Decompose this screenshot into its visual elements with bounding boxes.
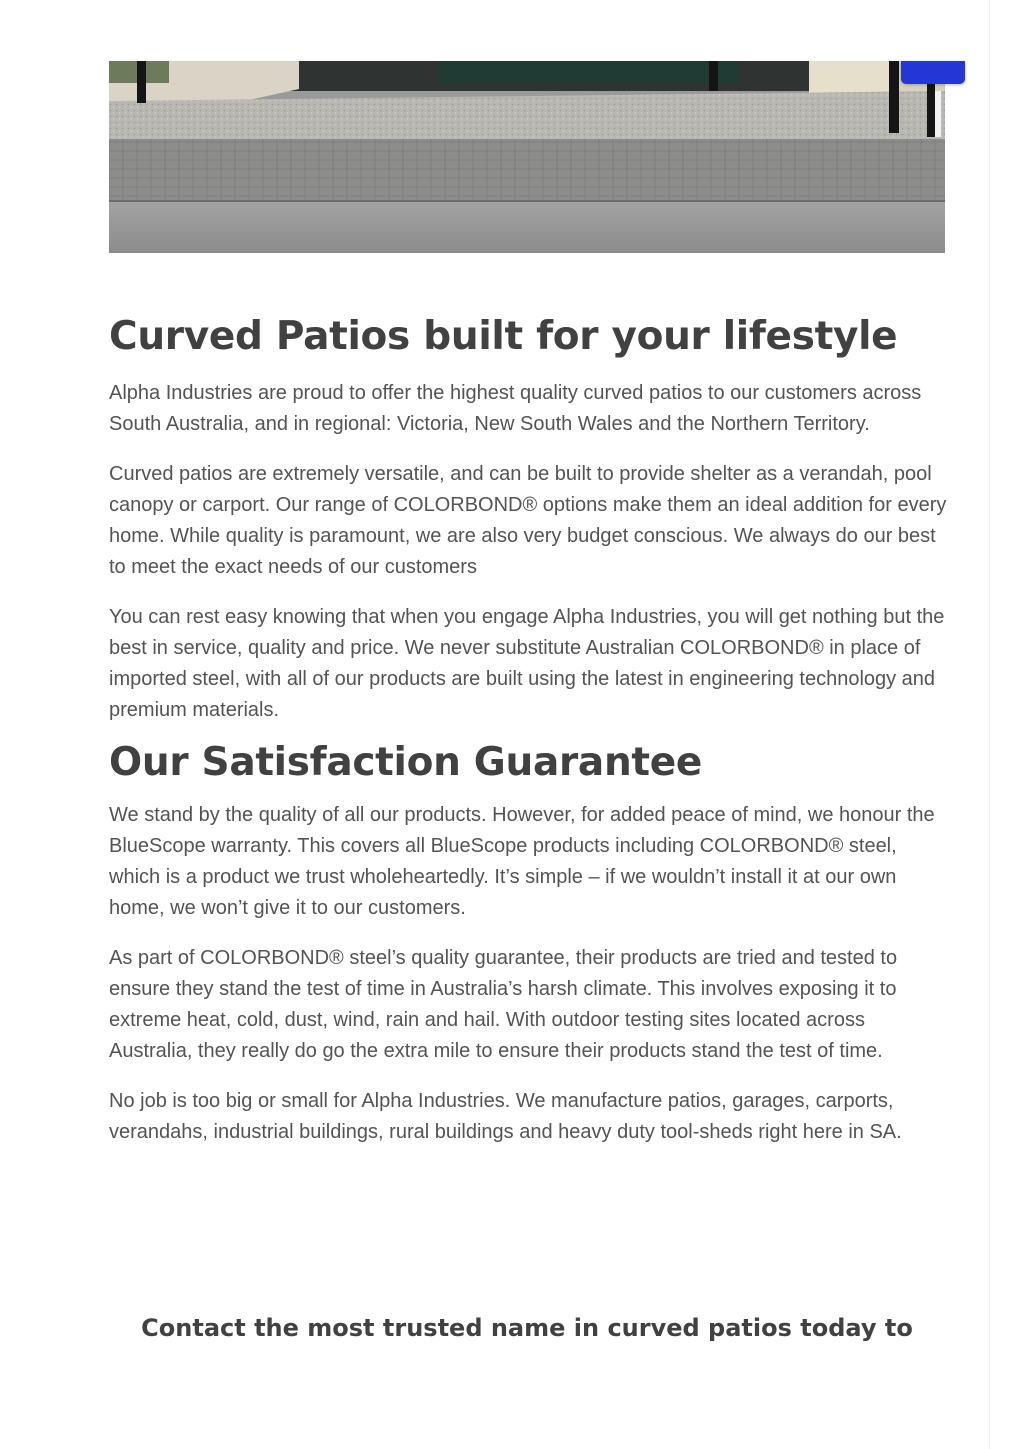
guarantee-paragraph-1: We stand by the quality of all our products. However, for added peace of mind, we honour the BlueScope warranty. This covers all BlueScope products including COLORBOND® steel, which is a product we trust wholeheartedly. It’s simple – if we wouldn’t install it at our own home, we won’t give it to our customers. xyxy=(109,804,935,919)
hero-image xyxy=(109,61,945,253)
contact-cta-heading: Contact the most trusted name in curved patios today to xyxy=(141,1314,913,1342)
guarantee-paragraph-3: No job is too big or small for Alpha Industries. We manufacture patios, garages, carports, verandahs, industrial buildings, rural buildings and heavy duty tool-sheds right here in SA. xyxy=(109,1090,902,1143)
lifestyle-paragraph-2: Curved patios are extremely versatile, and can be built to provide shelter as a verandah, pool canopy or carport. Our range of COLORBOND® options make them an ideal addition for every home. While quality is paramount, we are also very budget conscious. We always do our best to meet the exact needs of our customers xyxy=(109,463,947,578)
guarantee-heading: Our Satisfaction Guarantee xyxy=(109,740,703,785)
guarantee-paragraph-2: As part of COLORBOND® steel’s quality guarantee, their products are tried and tested to ensure they stand the test of time in Australia’s harsh climate. This involves exposing it to extreme heat, cold, dust, wind, rain and hail. With outdoor testing sites located across Australia, they really do go the extra mile to ensure their products stand the test of time. xyxy=(109,947,898,1062)
lifestyle-paragraph-3: You can rest easy knowing that when you engage Alpha Industries, you will get nothing but the best in service, quality and price. We never substitute Australian COLORBOND® in place of imported steel, with all of our products are built using the latest in engineering technology and premium materials. xyxy=(109,606,945,721)
lifestyle-heading: Curved Patios built for your lifestyle xyxy=(109,314,898,359)
floating-action-button[interactable] xyxy=(901,61,965,84)
main-content xyxy=(109,310,949,1148)
lifestyle-paragraph-1: Alpha Industries are proud to offer the highest quality curved patios to our customers across South Australia, and in regional: Victoria, New South Wales and the Northern Territory. xyxy=(109,382,922,435)
